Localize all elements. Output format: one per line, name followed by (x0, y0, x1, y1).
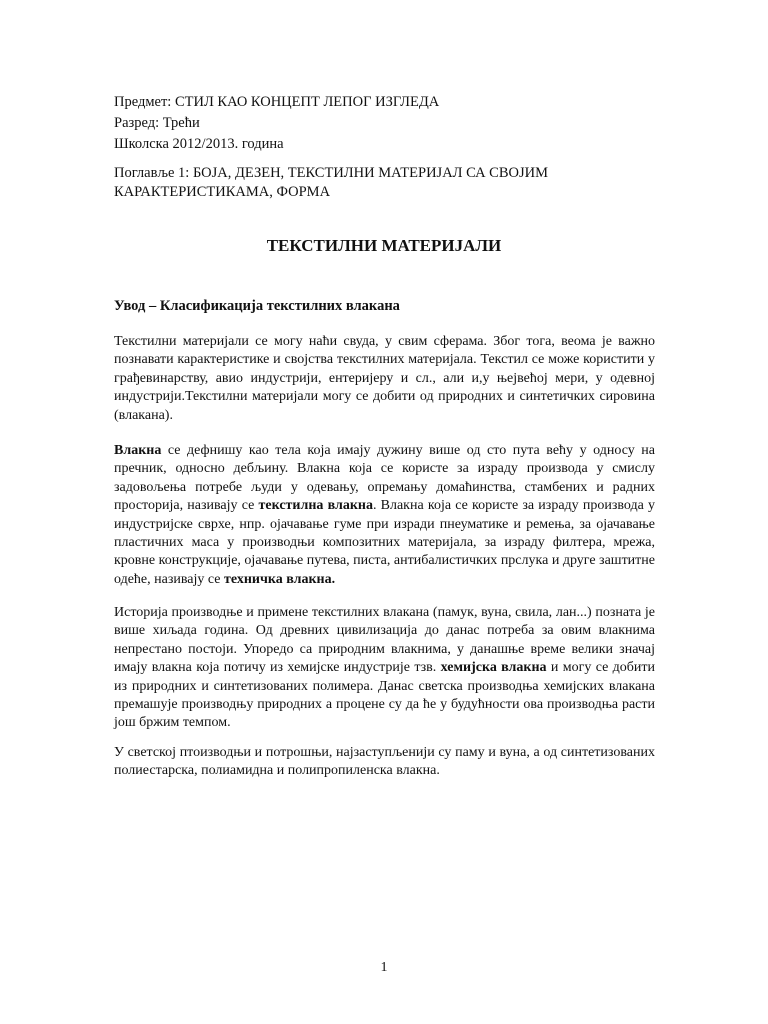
paragraph-text: . Влакна која се користе за израду производа у индустријске сврхе, нпр. ојачавање гуме при изради пнеуматике и ремења, за ојачавање пластичних маса у производњи композитних материјала, за израду филтера, мрежа, кровне конструкције, ојачавање путева, писта, антибалистичких прслука и друге заштитне одеће, називају се (114, 498, 655, 587)
term-fibers: Влакна (114, 443, 162, 458)
chapter-heading: Поглавље 1: БОЈА, ДЕЗЕН, ТЕКСТИЛНИ МАТЕРИЈАЛ СА СВОЈИМ КАРАКТЕРИСТИКАМА, ФОРМА (114, 165, 548, 200)
page-title: ТЕКСТИЛНИ МАТЕРИЈАЛИ (266, 236, 502, 255)
paragraph-fibers-definition (114, 442, 655, 589)
term-chemical-fibers: хемијска влакна (440, 660, 547, 676)
paragraph-intro: Текстилни материјали се могу наћи свуда, у свим сферама. Због тога, веома је важно познавати карактеристике и својства текстилних материјала. Текстил се може користити у грађевинарству, авио индустрији, ентеријеру и сл., али и,у њејвећој мери, у одевној индустрији.Текстилни материјали могу се добити од природних и синтетичких сировина (влакана). (114, 334, 655, 423)
subject-line: Предмет: СТИЛ КАО КОНЦЕПТ ЛЕПОГ ИЗГЛЕДА (114, 94, 440, 110)
school-year-line: Школска 2012/2013. година (114, 136, 284, 152)
paragraph-text: Историја производње и примене текстилних влакана (памук, вуна, свила, лан...) позната је више хиљада година. Од древних цивилизација до данас потреба за овим влакнима непрестано постоји. Упоредо са природним влакнима, у данашње време велики значај имају влакна која потичу из хемијске индустрије тзв. (114, 605, 655, 676)
paragraph-text: се дефнишу као тела која имају дужину више од сто пута већу у односу на пречник, односно дебљину. Влакна која се користе за израду производа у смислу задовољења потребе људи у одевању, опремању домаћинства, стамбених и радних просторија, називају се (114, 443, 655, 514)
paragraph-text: и могу се добити из природних и синтетизованих полимера. Данас светска производња хемијских влакана премашује производњу природних а процене су да ће у будућности ова производња расти још бржим темпом. (114, 660, 656, 731)
section-subtitle: Увод – Класификација текстилних влакана (114, 298, 400, 314)
term-technical-fibers: техничка влакна. (224, 571, 336, 587)
page-number: 1 (380, 960, 388, 975)
paragraph-production: У светској птоизводњи и потрошњи, најзаступљенији су паму и вуна, а од синтетизованих полиестарска, полиамидна и полипропиленска влакна. (114, 745, 655, 779)
paragraph-history (114, 604, 655, 733)
header-block (114, 92, 439, 155)
term-textile-fibers: текстилна влакна (258, 498, 373, 514)
grade-line: Разред: Трећи (114, 115, 200, 131)
